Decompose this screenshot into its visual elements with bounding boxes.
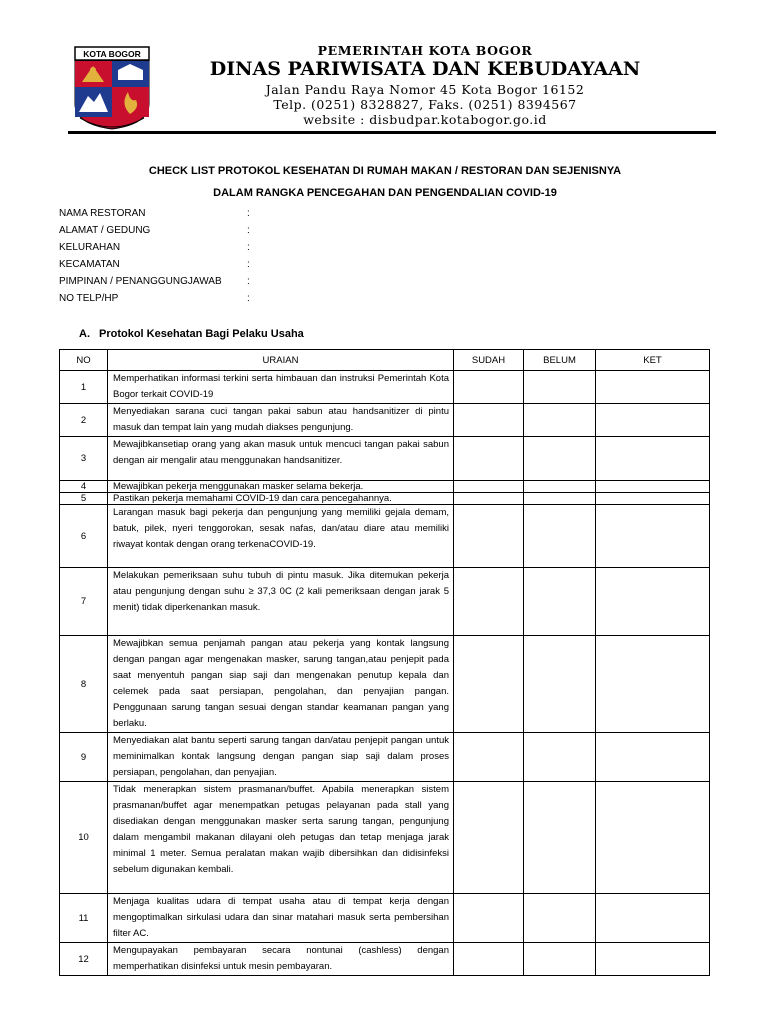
- government-name: PEMERINTAH KOTA BOGOR: [317, 43, 533, 58]
- ket-cell[interactable]: [596, 733, 710, 782]
- phone-line: Telp. (0251) 8328827, Faks. (0251) 8394567: [273, 97, 577, 112]
- field-colon: :: [247, 225, 250, 236]
- title-line-1: CHECK LIST PROTOKOL KESEHATAN DI RUMAH MAKAN / RESTORAN DAN SEJENISNYA: [148, 165, 622, 177]
- sudah-cell[interactable]: [454, 505, 524, 568]
- table-row: [60, 371, 710, 404]
- belum-cell[interactable]: [524, 733, 596, 782]
- ket-cell[interactable]: [596, 371, 710, 404]
- table-header-row: [60, 350, 710, 371]
- row-number: 5: [60, 493, 108, 505]
- row-description: Larangan masuk bagi pekerja dan pengunjung yang memiliki gejala demam, batuk, pilek, nyeri tenggorokan, sesak nafas, dan/atau diare atau memiliki riwayat kontak dengan orang terkenaCOVID-19.: [108, 505, 454, 568]
- table-row: [60, 437, 710, 481]
- row-description: Menjaga kualitas udara di tempat usaha atau di tempat kerja dengan mengoptimalkan sirkulasi udara dan sinar matahari masuk serta pembersihan filter AC.: [108, 894, 454, 943]
- row-number: 4: [60, 481, 108, 493]
- field-row: [59, 205, 359, 222]
- table-row: [60, 894, 710, 943]
- sudah-cell[interactable]: [454, 481, 524, 493]
- table-row: [60, 943, 710, 976]
- section-title: Protokol Kesehatan Bagi Pelaku Usaha: [99, 328, 304, 340]
- sudah-cell[interactable]: [454, 636, 524, 733]
- address-line: Jalan Pandu Raya Nomor 45 Kota Bogor 16152: [265, 82, 585, 97]
- field-label: KELURAHAN: [59, 242, 121, 253]
- ket-cell[interactable]: [596, 782, 710, 894]
- table-row: [60, 481, 710, 493]
- sudah-cell[interactable]: [454, 733, 524, 782]
- belum-cell[interactable]: [524, 636, 596, 733]
- belum-cell[interactable]: [524, 371, 596, 404]
- belum-cell[interactable]: [524, 404, 596, 437]
- row-description: Tidak menerapkan sistem prasmanan/buffet. Apabila menerapkan sistem prasmanan/buffet agar menempatkan petugas pelayanan pada stall yang disediakan dengan menggunakan masker serta sarung tangan, pengunjung dalam mengambil makanan dilayani oleh petugas dan tetap menjaga jarak minimal 1 meter. Semua peralatan makan wajib dibersihkan dan didisinfeksi sebelum digunakan kembali.: [108, 782, 454, 894]
- belum-cell[interactable]: [524, 505, 596, 568]
- header-no: NO: [60, 350, 108, 371]
- header-uraian: URAIAN: [108, 350, 454, 371]
- field-colon: :: [247, 242, 250, 253]
- row-description: Mewajibkansetiap orang yang akan masuk untuk mencuci tangan pakai sabun dengan air mengalir atau menggunakan handsanitizer.: [108, 437, 454, 481]
- table-row: [60, 782, 710, 894]
- header-ket: KET: [596, 350, 710, 371]
- sudah-cell[interactable]: [454, 371, 524, 404]
- ket-cell[interactable]: [596, 943, 710, 976]
- table-row: [60, 404, 710, 437]
- section-heading: [79, 328, 304, 340]
- row-description: Mewajibkan pekerja menggunakan masker selama bekerja.: [108, 481, 454, 493]
- field-row: [59, 273, 359, 290]
- table-row: [60, 493, 710, 505]
- ket-cell[interactable]: [596, 894, 710, 943]
- belum-cell[interactable]: [524, 568, 596, 636]
- field-row: [59, 290, 359, 307]
- field-colon: :: [247, 276, 250, 287]
- address-block: [180, 82, 670, 127]
- sudah-cell[interactable]: [454, 493, 524, 505]
- ket-cell[interactable]: [596, 493, 710, 505]
- row-description: Mewajibkan semua penjamah pangan atau pekerja yang kontak langsung dengan pangan agar mengenakan masker, sarung tangan,atau penjepit pada saat menyentuh pangan siap saji dan mengenakan penutup kepala dan celemek pada saat persiapan, pengolahan, dan penyajian pangan. Penggunaan sarung tangan sesuai dengan standar keamanan pangan yang berlaku.: [108, 636, 454, 733]
- row-number: 1: [60, 371, 108, 404]
- field-label: ALAMAT / GEDUNG: [59, 225, 151, 236]
- belum-cell[interactable]: [524, 894, 596, 943]
- row-number: 11: [60, 894, 108, 943]
- field-label: PIMPINAN / PENANGGUNGJAWAB: [59, 276, 222, 287]
- row-description: Melakukan pemeriksaan suhu tubuh di pintu masuk. Jika ditemukan pekerja atau pengunjung dengan suhu ≥ 37,3 0C (2 kali pemeriksaan dengan jarak 5 menit) tidak diperkenankan masuk.: [108, 568, 454, 636]
- title-line-2: DALAM RANGKA PENCEGAHAN DAN PENGENDALIAN COVID-19: [213, 187, 557, 199]
- table-row: [60, 733, 710, 782]
- table-row: [60, 636, 710, 733]
- header-belum: BELUM: [524, 350, 596, 371]
- ket-cell[interactable]: [596, 481, 710, 493]
- ket-cell[interactable]: [596, 636, 710, 733]
- kota-bogor-logo: [74, 46, 150, 130]
- ket-cell[interactable]: [596, 505, 710, 568]
- belum-cell[interactable]: [524, 943, 596, 976]
- row-number: 8: [60, 636, 108, 733]
- belum-cell[interactable]: [524, 481, 596, 493]
- checklist-table: [59, 349, 710, 976]
- sudah-cell[interactable]: [454, 568, 524, 636]
- field-label: KECAMATAN: [59, 259, 120, 270]
- document-title: [60, 160, 710, 204]
- field-row: [59, 256, 359, 273]
- department-name: DINAS PARIWISATA DAN KEBUDAYAAN: [209, 58, 641, 80]
- restaurant-fields: [59, 205, 359, 307]
- ket-cell[interactable]: [596, 568, 710, 636]
- ket-cell[interactable]: [596, 437, 710, 481]
- row-description: Menyediakan alat bantu seperti sarung tangan dan/atau penjepit pangan untuk meminimalkan kontak langsung dengan pangan siap saji dalam proses persiapan, pengolahan, dan penyajian.: [108, 733, 454, 782]
- row-number: 6: [60, 505, 108, 568]
- field-row: [59, 222, 359, 239]
- row-description: Pastikan pekerja memahami COVID-19 dan cara pencegahannya.: [108, 493, 454, 505]
- logo-text: KOTA BOGOR: [83, 49, 141, 59]
- row-description: Mengupayakan pembayaran secara nontunai (cashless) dengan memperhatikan disinfeksi untuk mesin pembayaran.: [108, 943, 454, 976]
- row-description: Memperhatikan informasi terkini serta himbauan dan instruksi Pemerintah Kota Bogor terkait COVID-19: [108, 371, 454, 404]
- field-colon: :: [247, 208, 250, 219]
- table-row: [60, 568, 710, 636]
- letterhead-rule: [68, 131, 716, 134]
- sudah-cell[interactable]: [454, 894, 524, 943]
- belum-cell[interactable]: [524, 493, 596, 505]
- row-number: 12: [60, 943, 108, 976]
- section-letter: A.: [79, 328, 90, 340]
- sudah-cell[interactable]: [454, 782, 524, 894]
- belum-cell[interactable]: [524, 782, 596, 894]
- belum-cell[interactable]: [524, 437, 596, 481]
- row-number: 7: [60, 568, 108, 636]
- field-colon: :: [247, 259, 250, 270]
- table-row: [60, 505, 710, 568]
- row-description: Menyediakan sarana cuci tangan pakai sabun atau handsanitizer di pintu masuk dan tempat lain yang mudah diakses pengunjung.: [108, 404, 454, 437]
- row-number: 3: [60, 437, 108, 481]
- header-sudah: SUDAH: [454, 350, 524, 371]
- website-line: website : disbudpar.kotabogor.go.id: [303, 112, 547, 127]
- field-label: NO TELP/HP: [59, 293, 119, 304]
- row-number: 2: [60, 404, 108, 437]
- field-row: [59, 239, 359, 256]
- field-label: NAMA RESTORAN: [59, 208, 146, 219]
- sudah-cell[interactable]: [454, 437, 524, 481]
- sudah-cell[interactable]: [454, 943, 524, 976]
- field-colon: :: [247, 293, 250, 304]
- sudah-cell[interactable]: [454, 404, 524, 437]
- ket-cell[interactable]: [596, 404, 710, 437]
- row-number: 10: [60, 782, 108, 894]
- row-number: 9: [60, 733, 108, 782]
